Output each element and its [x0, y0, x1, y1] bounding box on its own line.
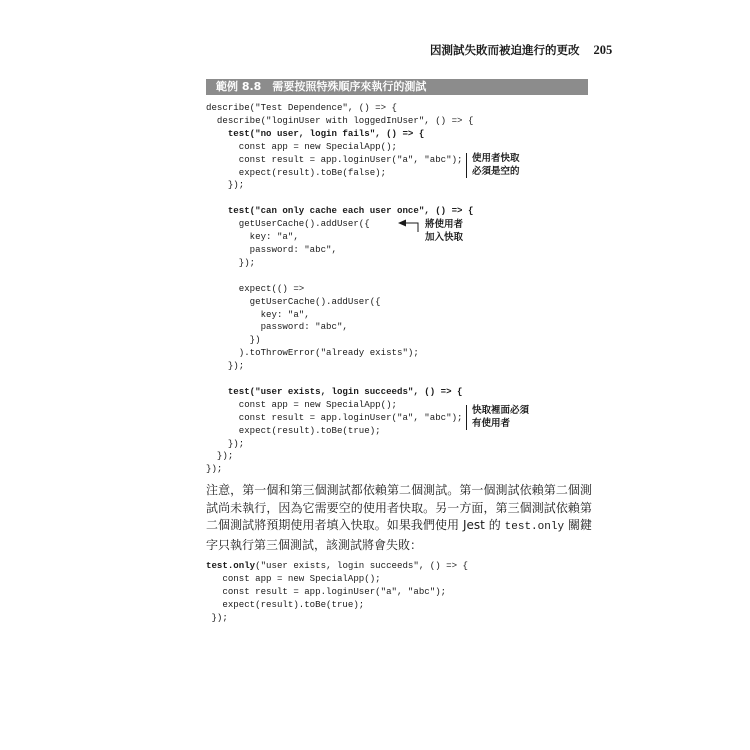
annotation-empty-cache [466, 153, 520, 178]
code-line: const result = app.loginUser("a", "abc"); [206, 411, 463, 423]
code-line: }); [206, 360, 245, 372]
code-line: ).toThrowError("already exists"); [206, 347, 419, 359]
code-line: key: "a", [206, 308, 310, 320]
code-line: expect(result).toBe(true); [206, 424, 381, 436]
annotation-line: 必須是空的 [472, 165, 520, 177]
chapter-title: 因測試失敗而被迫進行的更改 [430, 43, 580, 57]
code-line: const app = new SpecialApp(); [206, 572, 381, 584]
code-line: expect(result).toBe(true); [206, 598, 365, 610]
paragraph-text: 關鍵字只執行第三個測試，該測試將會失敗： [206, 518, 592, 552]
code-line: }); [206, 450, 234, 462]
running-head [430, 42, 612, 58]
code-line: const app = new SpecialApp(); [206, 398, 397, 410]
paragraph-text: 注意，第一個和第三個測試都依賴第二個測試。第一個測試依賴第二個測試尚未執行，因為它需要空的使用者快取。另一方面，第三個測試依賴第二個測試將預期使用者填入快取。如果我們使用 Jest 的 [206, 483, 592, 532]
code-line: }) [206, 334, 261, 346]
code-line: }); [206, 179, 245, 191]
code-line: }); [206, 256, 256, 268]
listing-caption: 範例 8.8 需要按照特殊順序來執行的測試 [206, 79, 588, 95]
code-line: test("can only cache each user once", () => { [206, 205, 474, 217]
code-line: getUserCache().addUser({ [206, 218, 370, 230]
code-line: expect(result).toBe(false); [206, 166, 387, 178]
code-line: const app = new SpecialApp(); [206, 140, 397, 152]
code-line: describe("Test Dependence", () => { [206, 102, 397, 113]
arrow-left-icon [398, 219, 420, 233]
annotation-cache-has-user [466, 405, 529, 430]
page-number: 205 [593, 43, 613, 57]
code-line: const result = app.loginUser("a", "abc"); [206, 585, 447, 597]
code-line: test("no user, login fails", () => { [206, 127, 425, 139]
code-line: describe("loginUser with loggedInUser", () => { [206, 114, 474, 126]
code-line: }); [206, 611, 228, 623]
annotation-line: 將使用者 [425, 219, 464, 230]
code-line: password: "abc", [206, 321, 348, 333]
code-line: test("user exists, login succeeds", () => { [206, 385, 463, 397]
inline-code: test.only [504, 521, 565, 533]
code-line: const result = app.loginUser("a", "abc"); [206, 153, 463, 165]
code-listing [206, 102, 473, 476]
annotation-line: 加入快取 [425, 231, 464, 243]
annotation-line: 使用者快取 [472, 153, 520, 164]
annotation-add-user [420, 219, 463, 244]
code-text: ("user exists, login succeeds", () => { [255, 560, 468, 571]
code-line: password: "abc", [206, 243, 337, 255]
code-line: }); [206, 437, 245, 449]
code-keyword: test.only [206, 560, 256, 571]
code-line: getUserCache().addUser({ [206, 295, 381, 307]
body-paragraph [206, 482, 592, 554]
code-line: }); [206, 463, 223, 475]
code-lines [206, 573, 446, 623]
annotation-line: 快取裡面必須 [472, 405, 530, 416]
code-line: key: "a", [206, 231, 299, 243]
annotation-line: 有使用者 [472, 417, 511, 429]
code-line: expect(() => [206, 282, 305, 294]
code-snippet [206, 560, 468, 625]
